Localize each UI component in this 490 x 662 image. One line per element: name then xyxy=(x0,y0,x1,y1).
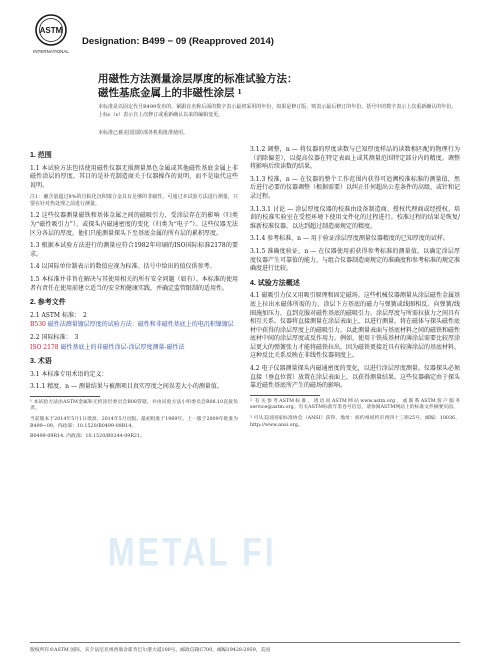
copyright-footer: 版权所有©ASTM 国际，宾夕法尼亚州西康舍霍肯巴尔港大道100号，邮政信箱C700，邮编19428-2959，美国 xyxy=(30,642,460,653)
astm-logo-icon xyxy=(30,12,72,56)
document-title xyxy=(98,72,428,100)
paragraph-1-4: 1.4 以国际单位制表示的数值应视为标准。括号中给出的值仅供参考。 xyxy=(30,263,216,271)
paragraph-1-3: 1.3 根据本试验方法进行的测量应符合1982年印刷的ISO国际标准2178的要求。 xyxy=(30,242,238,258)
section-terminology-heading: 3. 术语 xyxy=(30,358,52,366)
logo-caption: INTERNATIONAL xyxy=(33,49,69,54)
title-footnote-mark: 1 xyxy=(237,89,242,96)
iso-footnote-mark: 3 xyxy=(74,333,79,341)
section-scope-heading: 1. 范围 xyxy=(30,152,52,159)
paragraph-1-2: 1.2 这些仪器测量磁铁和基体金属之间的磁吸引力，受涂层存在的影响（归类为“磁性吸引力”），或探头内磁通密度的变化（归类为“电子”）。这些仪器无法区分各层的厚度，他们只能测量探头下至基底金属的所有层的累积厚度。 xyxy=(30,212,238,237)
footnote-1-doi: B0499-09R14. 内政部：10.1520/B0244-09R21。 xyxy=(30,434,145,440)
footnote-1: ¹ 本试验方法由ASTM金属和无机涂层委员会B08管辖，并由试验方法小组委员会B08.10直接负责。 xyxy=(30,399,238,412)
footnote-2: ² 有关参考ASTM标准，请访问ASTM网站www.astm.org，或联系ASTM客户服务service@astm.org。有关ASTM标准年鉴卷号信息，请参阅ASTM网站上的标准文件摘要页面。 xyxy=(250,398,460,411)
paragraph-4-1: 4.1 磁吸引力仪又用吸引原理和固定磁场。这些机械仪器测量从涂层磁性金属基底上拉出永磁体所需的力。涂层下方基底的磁力与弹簧或线圈相反。向弹簧/线圈施加压力，直到克服对磁性基底的磁吸引力。涂层厚度与所需拉拔力之间具有相互关系。仪器将直接测量在涂层表面上，以进行测量。将在磁体与探头磁性底材中获得的涂层厚度上的磁吸引力，以此测量表面与基底材料之间的磁铁和磁性底材中间的涂层厚度或反作用力。例如，使用于铁质基材的薄涂层需要比较厚涂层更大的弹簧张力才能将磁铁拉出，因为磁铁更接近具有较薄涂层的基底材料，这种反比关系反映在非线性仪器刻度上。 xyxy=(250,292,461,360)
iso-standards-heading: 2.2 国际标准： xyxy=(30,333,72,341)
paragraph-4-2: 4.2 电子仪器测量探头内磁通密度的变化，以进行涂层厚度测量。仪器探头必须直接（垂直位置）放置在涂层表面上，以获得测量结果。这些仪器确定由于探头靠近磁性基底所产生的磁场的影响。 xyxy=(250,365,461,390)
paragraph-3-1-3-1: 3.1.3.1 讨论 — 涂层厚度仪器的校准由设备制造商、授权代理商或经授权、培训的校准实验室在受控环境下使用文件化的过程进行。校准过程的结果是恢复/维新校准仪器，以达到超过制造商规定的精度。 xyxy=(250,205,460,230)
dod-approval-note: 本标准已被美国国防部各机构批准使用。 xyxy=(98,130,189,136)
footnote-1-approval: 当前版本于2014年5月1日批准。2014年5月出版。最初批准于1969年。上一版于2009年批准为B499−09。内政部：10.1520/B0499-09R14。 xyxy=(30,417,238,429)
astm-standards-heading: 2.1 ASTM 标准： xyxy=(30,311,80,319)
paragraph-3-1-4: 3.1.4 参考标准，n — 用于验证涂层厚度测量仪器精度的已知厚度的试样。 xyxy=(250,235,449,243)
left-column xyxy=(30,146,238,445)
ref-b530-title[interactable]: 磁性法测量镀层厚度的试验方法：磁性和非磁性基底上的电沉积镍镀层 xyxy=(47,321,234,329)
footnote-3: ³ 可从美国国家标准协会（ANSI）获得，地址：纽约州纽约市西四十三街25号，邮编：10036，http://www.ansi.org。 xyxy=(250,416,460,428)
ref-iso2178-title[interactable]: 磁性基底上的非磁性涂层-涂层厚度测量-磁性法 xyxy=(60,343,185,351)
paragraph-3-1-3: 3.1.3 校准，n — 在仪器的整个工作范围内获得可追溯校准标准的测量值，然后进行必要的仪器调整（根据需要）以纠正任何超出公差条件的高级、或针和记录过程。 xyxy=(250,175,461,200)
title-line-2: 磁性基底金属上的非磁性涂层 xyxy=(98,87,235,99)
astm-footnote-mark: 2 xyxy=(82,311,87,319)
svg-text:ASTM: ASTM xyxy=(39,26,63,35)
title-line-1: 用磁性方法测量涂层厚度的标准试验方法： xyxy=(98,73,298,85)
standard-note: 本标准是以固定代号B499发布的，紧跟在名称后面的数字表示最初采用的年份，如果是修订版，则表示最后修订的年份。括号中的数字表示上次重新确认的年份。上标ε（ε）表示自上次修订或重新确认以来的编辑变更。 xyxy=(98,104,457,118)
watermark: METAL FI xyxy=(108,529,277,575)
section-summary-heading: 4. 试验方法概述 xyxy=(250,279,300,287)
paragraph-3-1-1: 3.1.1 精度，n — 测量结果与被测项目真实厚度之间误差大小的测量值。 xyxy=(30,383,223,391)
footnote-divider xyxy=(30,396,100,397)
designation: Designation: B499 − 09 (Reapproved 2014) xyxy=(82,36,274,47)
footnote-divider-right xyxy=(250,395,320,396)
paragraph-3-1-5: 3.1.5 准确度验证，n — 在仪器使用前获得参考标准的测量值，以确定涂层厚度仪器产生可靠值的能力，与组合仪器制造商规定的准确度和参考标准的规定准确度进行比较。 xyxy=(250,247,461,273)
ref-b530-link[interactable]: B530 xyxy=(30,321,46,329)
right-column xyxy=(250,146,460,433)
ref-iso2178-link[interactable]: ISO 2178 xyxy=(30,343,59,351)
paragraph-1-1: 1.1 本试验方法包括使用磁性仪器无损测量黑色金属或其他磁性基底金属上非磁性涂层的厚度。其目的是补充制造商关于仪器操作的说明，而不是取代这些说明。 xyxy=(30,164,238,189)
astm-logo xyxy=(30,12,72,56)
section-references-heading: 2. 参考文件 xyxy=(30,299,66,307)
note-1: 注1：确含量超过8%的自粘化沉积镍合金具有足够的非磁性，可通过本试验方法进行测量，只要在针对热处理之前进行测量。 xyxy=(30,194,238,208)
paragraph-3-1-2: 3.1.2 调整，n — 将仪器的厚度读数与已知厚度样品的读数相匹配的物理行为（消除偏差），以提高仪器在特定表面上或其测量范围特定部分内的精度。调整将影响后续读数的结果。 xyxy=(250,146,460,171)
paragraph-3-1: 3.1 本标准专用术语的定义： xyxy=(30,370,108,378)
paragraph-1-5: 1.5 本标准并非旨在解决与其使用相关的所有安全问题（如有）。本标准的使用者有责任在使用前建立适当的安全和健康实践，并确定监管限制的适用性。 xyxy=(30,275,238,292)
